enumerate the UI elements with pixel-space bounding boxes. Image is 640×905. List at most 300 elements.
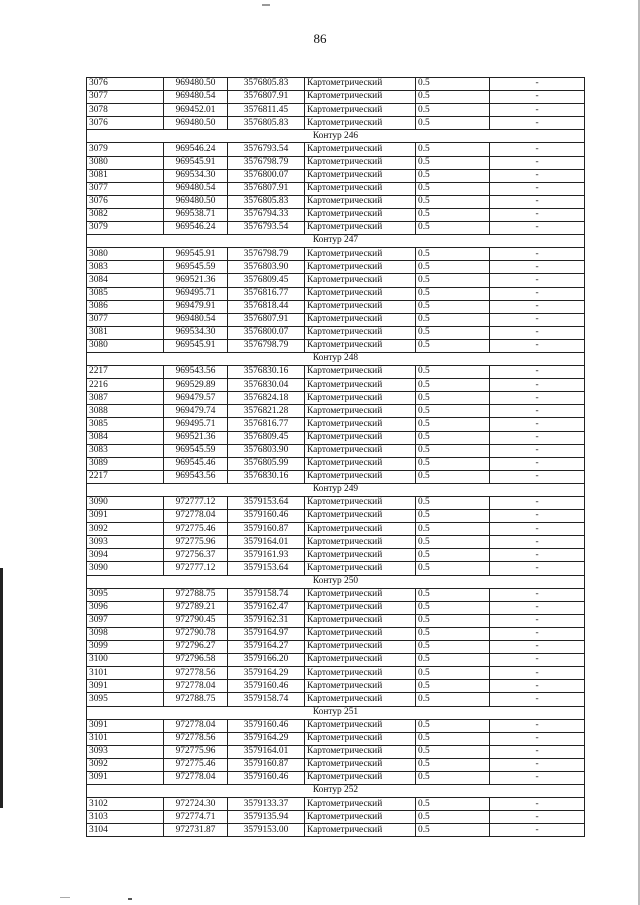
y-coordinate: 3576809.45 [228,431,305,444]
method-cell: Картометрический [305,431,416,444]
y-coordinate: 3579158.74 [228,588,305,601]
y-coordinate: 3579164.27 [228,641,305,654]
y-coordinate: 3579160.87 [228,758,305,771]
table-row [87,824,585,837]
point-number: 3078 [87,104,164,117]
dash-cell: - [490,195,585,208]
point-number: 3095 [87,588,164,601]
x-coordinate: 972756.37 [164,549,228,562]
x-coordinate: 972788.75 [164,693,228,706]
precision-cell: 0.5 [416,300,490,313]
dash-cell: - [490,824,585,837]
y-coordinate: 3579158.74 [228,693,305,706]
contour-header-row [87,130,585,143]
method-cell: Картометрический [305,300,416,313]
dash-cell: - [490,379,585,392]
contour-header-row [87,235,585,248]
point-number: 3099 [87,641,164,654]
table-row [87,470,585,483]
method-cell: Картометрический [305,588,416,601]
point-number: 3091 [87,510,164,523]
point-number: 3093 [87,536,164,549]
contour-title: Контур 249 [87,483,585,496]
table-row [87,497,585,510]
table-row [87,693,585,706]
dash-cell: - [490,431,585,444]
coordinates-table [86,77,585,837]
method-cell: Картометрический [305,222,416,235]
table-row [87,562,585,575]
precision-cell: 0.5 [416,379,490,392]
x-coordinate: 969480.50 [164,195,228,208]
x-coordinate: 972777.12 [164,562,228,575]
point-number: 3090 [87,497,164,510]
y-coordinate: 3579164.01 [228,745,305,758]
method-cell: Картометрический [305,758,416,771]
y-coordinate: 3576824.18 [228,392,305,405]
y-coordinate: 3579162.47 [228,601,305,614]
y-coordinate: 3576821.28 [228,405,305,418]
precision-cell: 0.5 [416,824,490,837]
y-coordinate: 3576807.91 [228,182,305,195]
dash-cell: - [490,510,585,523]
point-number: 3083 [87,261,164,274]
precision-cell: 0.5 [416,169,490,182]
method-cell: Картометрический [305,601,416,614]
x-coordinate: 972775.96 [164,536,228,549]
page-number: 86 [313,31,327,46]
precision-cell: 0.5 [416,274,490,287]
x-coordinate: 972777.12 [164,497,228,510]
table-row [87,78,585,91]
precision-cell: 0.5 [416,339,490,352]
point-number: 3082 [87,208,164,221]
method-cell: Картометрический [305,614,416,627]
point-number: 3079 [87,222,164,235]
point-number: 3092 [87,523,164,536]
table-row [87,523,585,536]
y-coordinate: 3576793.54 [228,222,305,235]
point-number: 3076 [87,195,164,208]
scan-artifact [128,898,132,900]
dash-cell: - [490,745,585,758]
point-number: 3091 [87,719,164,732]
precision-cell: 0.5 [416,261,490,274]
scan-artifact [60,897,70,898]
point-number: 3076 [87,117,164,130]
y-coordinate: 3576807.91 [228,313,305,326]
dash-cell: - [490,248,585,261]
method-cell: Картометрический [305,208,416,221]
precision-cell: 0.5 [416,313,490,326]
dash-cell: - [490,457,585,470]
table-row [87,91,585,104]
y-coordinate: 3579164.29 [228,667,305,680]
point-number: 3080 [87,339,164,352]
x-coordinate: 972778.04 [164,510,228,523]
method-cell: Картометрический [305,366,416,379]
point-number: 3080 [87,156,164,169]
point-number: 3090 [87,562,164,575]
table-row [87,588,585,601]
point-number: 3097 [87,614,164,627]
dash-cell: - [490,91,585,104]
y-coordinate: 3576798.79 [228,156,305,169]
contour-header-row [87,575,585,588]
point-number: 3077 [87,313,164,326]
table-row [87,536,585,549]
x-coordinate: 972778.56 [164,732,228,745]
dash-cell: - [490,811,585,824]
precision-cell: 0.5 [416,588,490,601]
precision-cell: 0.5 [416,497,490,510]
precision-cell: 0.5 [416,654,490,667]
y-coordinate: 3576798.79 [228,339,305,352]
point-number: 3092 [87,758,164,771]
dash-cell: - [490,536,585,549]
y-coordinate: 3579161.93 [228,549,305,562]
x-coordinate: 969521.36 [164,274,228,287]
y-coordinate: 3576818.44 [228,300,305,313]
dash-cell: - [490,627,585,640]
y-coordinate: 3579160.46 [228,680,305,693]
y-coordinate: 3576805.83 [228,195,305,208]
precision-cell: 0.5 [416,444,490,457]
y-coordinate: 3576803.90 [228,444,305,457]
x-coordinate: 969495.71 [164,287,228,300]
table-row [87,601,585,614]
contour-title: Контур 246 [87,130,585,143]
table-row [87,549,585,562]
method-cell: Картометрический [305,104,416,117]
y-coordinate: 3576793.54 [228,143,305,156]
y-coordinate: 3579166.20 [228,654,305,667]
precision-cell: 0.5 [416,758,490,771]
y-coordinate: 3579164.97 [228,627,305,640]
y-coordinate: 3579153.64 [228,497,305,510]
y-coordinate: 3579160.46 [228,510,305,523]
dash-cell: - [490,222,585,235]
x-coordinate: 969545.91 [164,156,228,169]
table-row [87,379,585,392]
precision-cell: 0.5 [416,457,490,470]
table-row [87,313,585,326]
method-cell: Картометрический [305,745,416,758]
table-row [87,798,585,811]
table-row [87,248,585,261]
table-row [87,627,585,640]
x-coordinate: 969479.57 [164,392,228,405]
method-cell: Картометрический [305,497,416,510]
dash-cell: - [490,405,585,418]
precision-cell: 0.5 [416,248,490,261]
point-number: 3088 [87,405,164,418]
y-coordinate: 3579160.46 [228,719,305,732]
point-number: 3101 [87,667,164,680]
precision-cell: 0.5 [416,614,490,627]
point-number: 3094 [87,549,164,562]
table-row [87,444,585,457]
x-coordinate: 972778.04 [164,680,228,693]
y-coordinate: 3579160.46 [228,771,305,784]
dash-cell: - [490,654,585,667]
method-cell: Картометрический [305,261,416,274]
dash-cell: - [490,758,585,771]
dash-cell: - [490,392,585,405]
method-cell: Картометрический [305,444,416,457]
table-row [87,143,585,156]
method-cell: Картометрический [305,523,416,536]
x-coordinate: 972775.96 [164,745,228,758]
x-coordinate: 969546.24 [164,222,228,235]
dash-cell: - [490,667,585,680]
point-number: 3100 [87,654,164,667]
dash-cell: - [490,549,585,562]
y-coordinate: 3576807.91 [228,91,305,104]
coordinates-table-body [87,78,585,837]
method-cell: Картометрический [305,457,416,470]
table-row [87,117,585,130]
point-number: 3080 [87,248,164,261]
x-coordinate: 969534.30 [164,326,228,339]
point-number: 3093 [87,745,164,758]
method-cell: Картометрический [305,641,416,654]
method-cell: Картометрический [305,693,416,706]
table-row [87,326,585,339]
point-number: 3081 [87,169,164,182]
method-cell: Картометрический [305,182,416,195]
dash-cell: - [490,339,585,352]
contour-title: Контур 251 [87,706,585,719]
dash-cell: - [490,169,585,182]
precision-cell: 0.5 [416,470,490,483]
x-coordinate: 969534.30 [164,169,228,182]
dash-cell: - [490,117,585,130]
point-number: 3084 [87,274,164,287]
point-number: 3083 [87,444,164,457]
dash-cell: - [490,418,585,431]
dash-cell: - [490,693,585,706]
x-coordinate: 969545.59 [164,261,228,274]
table-row [87,680,585,693]
table-row [87,771,585,784]
table-row [87,510,585,523]
precision-cell: 0.5 [416,719,490,732]
dash-cell: - [490,470,585,483]
precision-cell: 0.5 [416,222,490,235]
point-number: 3085 [87,287,164,300]
point-number: 3085 [87,418,164,431]
x-coordinate: 969521.36 [164,431,228,444]
precision-cell: 0.5 [416,549,490,562]
table-row [87,208,585,221]
table-row [87,274,585,287]
dash-cell: - [490,208,585,221]
dash-cell: - [490,562,585,575]
dash-cell: - [490,313,585,326]
x-coordinate: 969545.91 [164,248,228,261]
precision-cell: 0.5 [416,418,490,431]
x-coordinate: 972775.46 [164,758,228,771]
point-number: 3076 [87,78,164,91]
dash-cell: - [490,601,585,614]
dash-cell: - [490,588,585,601]
dash-cell: - [490,143,585,156]
dash-cell: - [490,680,585,693]
x-coordinate: 969480.54 [164,91,228,104]
method-cell: Картометрический [305,143,416,156]
dash-cell: - [490,523,585,536]
table-row [87,300,585,313]
method-cell: Картометрический [305,326,416,339]
point-number: 3077 [87,182,164,195]
point-number: 3084 [87,431,164,444]
x-coordinate: 972790.45 [164,614,228,627]
precision-cell: 0.5 [416,143,490,156]
contour-header-row [87,706,585,719]
x-coordinate: 969495.71 [164,418,228,431]
table-row [87,732,585,745]
dash-cell: - [490,156,585,169]
y-coordinate: 3576830.16 [228,366,305,379]
table-row [87,366,585,379]
method-cell: Картометрический [305,156,416,169]
dash-cell: - [490,104,585,117]
precision-cell: 0.5 [416,117,490,130]
dash-cell: - [490,798,585,811]
contour-title: Контур 252 [87,785,585,798]
table-row [87,222,585,235]
precision-cell: 0.5 [416,627,490,640]
scan-edge-left [0,568,3,808]
contour-title: Контур 247 [87,235,585,248]
table-row [87,745,585,758]
method-cell: Картометрический [305,680,416,693]
method-cell: Картометрический [305,562,416,575]
x-coordinate: 969545.46 [164,457,228,470]
point-number: 2216 [87,379,164,392]
y-coordinate: 3579133.37 [228,798,305,811]
method-cell: Картометрический [305,654,416,667]
dash-cell: - [490,300,585,313]
x-coordinate: 969529.89 [164,379,228,392]
dash-cell: - [490,366,585,379]
precision-cell: 0.5 [416,680,490,693]
precision-cell: 0.5 [416,392,490,405]
contour-header-row [87,483,585,496]
method-cell: Картометрический [305,798,416,811]
scan-artifact [262,4,270,6]
precision-cell: 0.5 [416,771,490,784]
table-row [87,339,585,352]
point-number: 3089 [87,457,164,470]
point-number: 3087 [87,392,164,405]
x-coordinate: 972724.30 [164,798,228,811]
point-number: 3086 [87,300,164,313]
point-number: 3077 [87,91,164,104]
dash-cell: - [490,444,585,457]
x-coordinate: 969480.54 [164,182,228,195]
table-row [87,641,585,654]
y-coordinate: 3579162.31 [228,614,305,627]
x-coordinate: 969452.01 [164,104,228,117]
y-coordinate: 3576830.16 [228,470,305,483]
precision-cell: 0.5 [416,510,490,523]
table-row [87,431,585,444]
contour-header-row [87,785,585,798]
method-cell: Картометрический [305,470,416,483]
method-cell: Картометрический [305,405,416,418]
y-coordinate: 3576794.33 [228,208,305,221]
dash-cell: - [490,261,585,274]
table-row [87,195,585,208]
precision-cell: 0.5 [416,523,490,536]
table-row [87,287,585,300]
method-cell: Картометрический [305,78,416,91]
y-coordinate: 3576803.90 [228,261,305,274]
dash-cell: - [490,732,585,745]
y-coordinate: 3576816.77 [228,287,305,300]
precision-cell: 0.5 [416,811,490,824]
table-row [87,614,585,627]
y-coordinate: 3576811.45 [228,104,305,117]
x-coordinate: 972778.04 [164,771,228,784]
precision-cell: 0.5 [416,562,490,575]
method-cell: Картометрический [305,91,416,104]
precision-cell: 0.5 [416,182,490,195]
point-number: 3091 [87,771,164,784]
table-row [87,405,585,418]
dash-cell: - [490,641,585,654]
x-coordinate: 969479.91 [164,300,228,313]
point-number: 3096 [87,601,164,614]
precision-cell: 0.5 [416,287,490,300]
y-coordinate: 3579153.00 [228,824,305,837]
table-row [87,169,585,182]
dash-cell: - [490,78,585,91]
method-cell: Картометрический [305,418,416,431]
method-cell: Картометрический [305,811,416,824]
x-coordinate: 969546.24 [164,143,228,156]
table-row [87,457,585,470]
dash-cell: - [490,182,585,195]
y-coordinate: 3576805.83 [228,117,305,130]
precision-cell: 0.5 [416,156,490,169]
x-coordinate: 969545.59 [164,444,228,457]
y-coordinate: 3576830.04 [228,379,305,392]
method-cell: Картометрический [305,667,416,680]
point-number: 3102 [87,798,164,811]
x-coordinate: 969545.91 [164,339,228,352]
point-number: 3104 [87,824,164,837]
x-coordinate: 972796.27 [164,641,228,654]
method-cell: Картометрический [305,287,416,300]
x-coordinate: 972731.87 [164,824,228,837]
method-cell: Картометрический [305,771,416,784]
precision-cell: 0.5 [416,78,490,91]
precision-cell: 0.5 [416,431,490,444]
y-coordinate: 3576816.77 [228,418,305,431]
point-number: 2217 [87,366,164,379]
y-coordinate: 3579164.01 [228,536,305,549]
contour-title: Контур 250 [87,575,585,588]
point-number: 3081 [87,326,164,339]
x-coordinate: 972775.46 [164,523,228,536]
method-cell: Картометрический [305,510,416,523]
x-coordinate: 972778.56 [164,667,228,680]
dash-cell: - [490,274,585,287]
precision-cell: 0.5 [416,693,490,706]
